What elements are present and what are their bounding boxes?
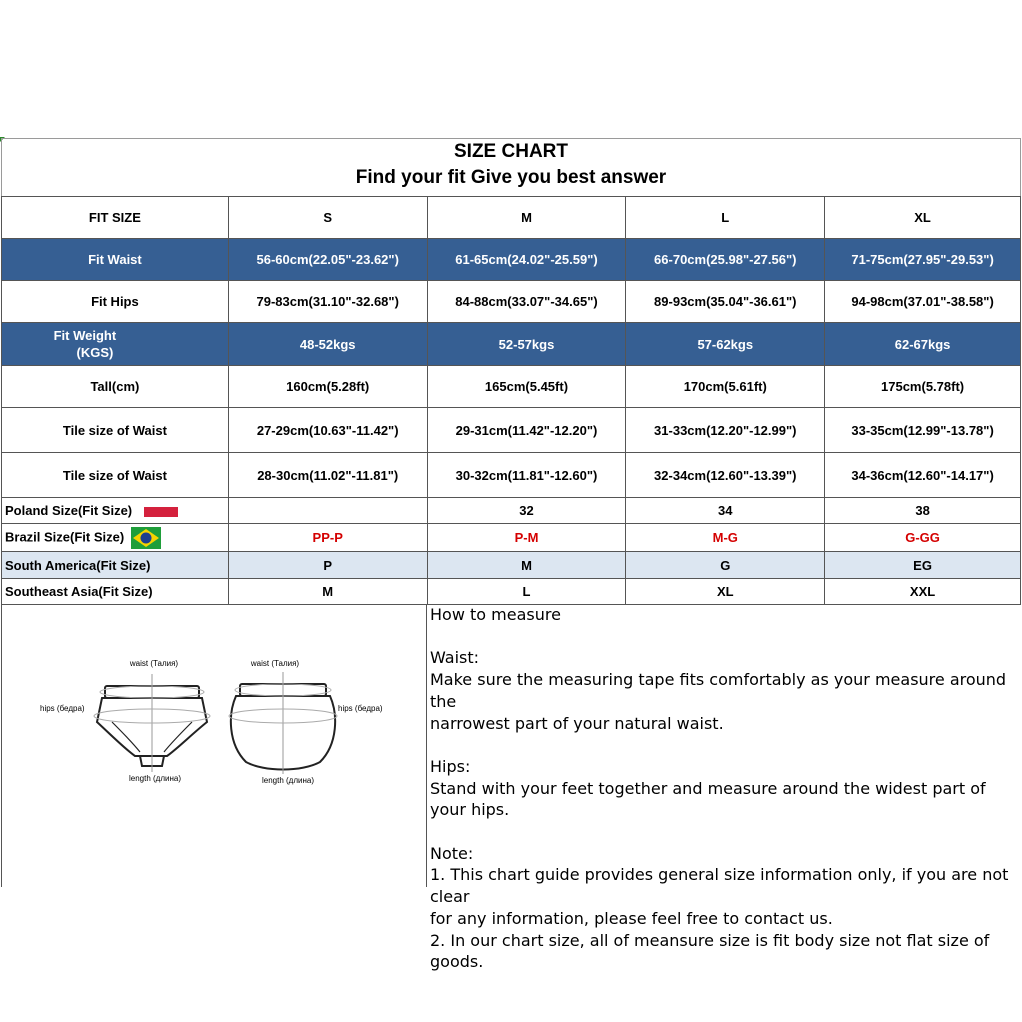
table-cell: 160cm(5.28ft) <box>228 366 427 408</box>
table-cell: PP-P <box>228 524 427 552</box>
table-cell: 34-36cm(12.60"-14.17") <box>825 453 1021 498</box>
row-label: Southeast Asia(Fit Size) <box>2 579 229 605</box>
row-label: Fit Waist <box>2 239 229 281</box>
table-cell: G-GG <box>825 524 1021 552</box>
size-chart-document <box>1 138 1021 972</box>
measurement-diagram <box>1 604 427 887</box>
table-cell: P-M <box>427 524 626 552</box>
header-size-m: M <box>427 197 626 239</box>
note-text: 1. This chart guide provides general size information only, if you are not clear <box>430 865 1009 907</box>
table-row-poland <box>2 498 1021 524</box>
underwear-illustration <box>2 604 426 887</box>
header-fit-size: FIT SIZE <box>2 197 229 239</box>
hips-label-left: hips (бедра) <box>40 704 85 713</box>
table-cell: 48-52kgs <box>228 323 427 366</box>
table-cell: G <box>626 552 825 579</box>
brazil-flag-icon <box>131 527 161 549</box>
table-cell: 28-30cm(11.02"-11.81") <box>228 453 427 498</box>
table-cell: 27-29cm(10.63"-11.42") <box>228 408 427 453</box>
row-label-line2: (KGS) <box>76 345 114 360</box>
table-cell: 30-32cm(11.81"-12.60") <box>427 453 626 498</box>
table-cell: 89-93cm(35.04"-36.61") <box>626 281 825 323</box>
row-label <box>2 323 229 366</box>
table-row-fit-waist <box>2 239 1021 281</box>
poland-label: Poland Size(Fit Size) <box>5 503 133 518</box>
table-cell: XL <box>626 579 825 605</box>
table-row-southeast-asia <box>2 579 1021 605</box>
table-cell: EG <box>825 552 1021 579</box>
title-box <box>1 138 1021 196</box>
header-size-xl: XL <box>825 197 1021 239</box>
row-label: South America(Fit Size) <box>2 552 229 579</box>
waist-text: narrowest part of your natural waist. <box>430 713 724 733</box>
waist-label-left: waist (Талия) <box>129 659 179 668</box>
table-cell: 71-75cm(27.95"-29.53") <box>825 239 1021 281</box>
page-title: SIZE CHART <box>454 141 568 162</box>
waist-text: Make sure the measuring tape fits comfortably as your measure around the <box>430 670 1007 711</box>
table-cell: 84-88cm(33.07"-34.65") <box>427 281 626 323</box>
table-cell: 62-67kgs <box>825 323 1021 366</box>
note-text: 2. In our chart size, all of meansure size is fit body size not flat size of goods. <box>430 930 990 972</box>
table-cell: M-G <box>626 524 825 552</box>
hips-text: Stand with your feet together and measure around the widest part of your hips. <box>430 778 986 820</box>
length-label-left: length (длина) <box>128 774 182 783</box>
note-text: for any information, please feel free to contact us. <box>430 908 833 928</box>
table-row-tile-waist <box>2 453 1021 498</box>
row-label: Tall(cm) <box>2 366 229 408</box>
table-cell: 32-34cm(12.60"-13.39") <box>626 453 825 498</box>
table-cell: 66-70cm(25.98"-27.56") <box>626 239 825 281</box>
table-cell <box>228 498 427 524</box>
size-table <box>1 196 1021 605</box>
hips-label-right: hips (бедра) <box>338 704 383 713</box>
table-cell: 34 <box>626 498 825 524</box>
row-label: Tile size of Waist <box>2 453 229 498</box>
table-cell: 38 <box>825 498 1021 524</box>
brazil-label: Brazil Size(Fit Size) <box>5 528 125 544</box>
hips-title: Hips: <box>430 756 471 776</box>
table-row-tall <box>2 366 1021 408</box>
table-cell: 170cm(5.61ft) <box>626 366 825 408</box>
page-subtitle: Find your fit Give you best answer <box>355 167 667 188</box>
row-label <box>2 524 229 552</box>
table-cell: 32 <box>427 498 626 524</box>
row-label: Tile size of Waist <box>2 408 229 453</box>
note-title: Note: <box>430 843 474 863</box>
row-label <box>2 498 229 524</box>
table-cell: L <box>427 579 626 605</box>
table-cell: 165cm(5.45ft) <box>427 366 626 408</box>
table-cell: 52-57kgs <box>427 323 626 366</box>
table-row-fit-hips <box>2 281 1021 323</box>
row-label: Fit Hips <box>2 281 229 323</box>
table-cell: XXL <box>825 579 1021 605</box>
waist-title: Waist: <box>430 648 480 668</box>
table-cell: M <box>228 579 427 605</box>
table-cell: 56-60cm(22.05"-23.62") <box>228 239 427 281</box>
header-size-l: L <box>626 197 825 239</box>
table-cell: M <box>427 552 626 579</box>
how-to-measure <box>430 604 1020 973</box>
table-cell: 61-65cm(24.02"-25.59") <box>427 239 626 281</box>
table-row-fit-weight <box>2 323 1021 366</box>
table-row-brazil <box>2 524 1021 552</box>
table-row-tile-waist <box>2 408 1021 453</box>
table-cell: 175cm(5.78ft) <box>825 366 1021 408</box>
table-cell: 94-98cm(37.01"-38.58") <box>825 281 1021 323</box>
waist-label-right: waist (Талия) <box>250 659 300 668</box>
measure-heading: How to measure <box>430 605 561 624</box>
table-cell: 33-35cm(12.99"-13.78") <box>825 408 1021 453</box>
row-label-line1: Fit Weight <box>53 328 117 343</box>
table-cell: 29-31cm(11.42"-12.20") <box>427 408 626 453</box>
table-cell: P <box>228 552 427 579</box>
table-cell: 31-33cm(12.20"-12.99") <box>626 408 825 453</box>
table-header-row <box>2 197 1021 239</box>
header-size-s: S <box>228 197 427 239</box>
bottom-section <box>1 604 1021 972</box>
poland-flag-icon <box>144 507 178 517</box>
table-cell: 79-83cm(31.10"-32.68") <box>228 281 427 323</box>
table-row-south-america <box>2 552 1021 579</box>
table-cell: 57-62kgs <box>626 323 825 366</box>
length-label-right: length (длина) <box>261 776 315 785</box>
